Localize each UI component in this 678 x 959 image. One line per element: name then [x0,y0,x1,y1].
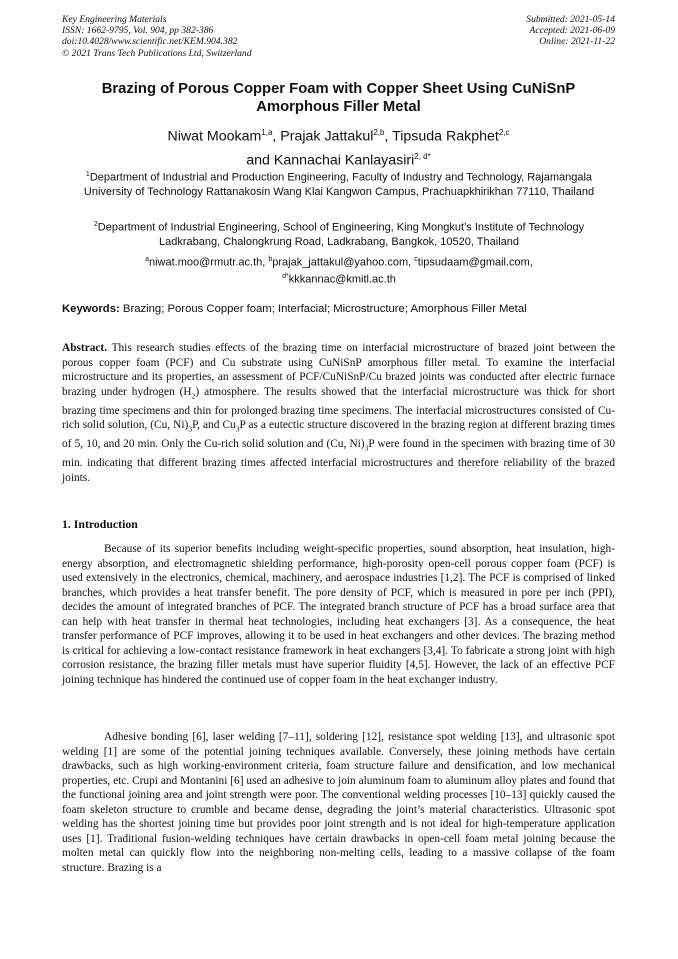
copyright-line: © 2021 Trans Tech Publications Ltd, Switzerland [62,47,252,59]
keywords-text: Brazing; Porous Copper foam; Interfacial; Microstructure; Amorphous Filler Metal [119,303,527,315]
section-heading-introduction: 1. Introduction [62,517,138,531]
author-4: and Kannachai Kanlayasiri [246,152,415,169]
abstract-sub-3b: 3 [235,424,240,434]
abstract [62,341,615,485]
keywords-label: Keywords: [62,303,120,315]
title-line-2: Amorphous Filler Metal [256,99,421,115]
affiliation-1-text: Department of Industrial and Production Engineering, Faculty of Industry and Technology, Rajamangala University of Technology Rattanakosin Wang Klai Kangwon Campus, Prachuapkhirikhan 77110, Thailand [83,171,595,199]
affiliation-1-sup: 1 [85,171,90,178]
email-b-sup: b [268,256,273,263]
email-c-sup: c [414,256,418,263]
email-d[interactable]: kkkannac@kmitl.ac.th [288,273,396,286]
affiliation-1 [80,168,598,199]
abstract-text-2: ) atmosphere. The results showed that the interfacial microstructure was thick for short brazing time specimens and thin for prolonged brazing time specimens. The interfacial microstructures consisted of Cu-rich solid solution, (Cu, Ni) [62,385,615,432]
author-list [62,123,615,170]
paragraph-1: Because of its superior benefits including weight-specific properties, sound absorption, heat insulation, high-energy absorption, and electromagnetic shielding performance, high-porosity open-cell porous copper foam (PCF) is used extensively in the electronics, chemical, machinery, and aerospace industries [1,2]. The PCF is comprised of linked branches, which provides a heat transfer benefit. The pore density of PCF, which is measured in pore per inch (PPI), decides the amount of integrated branches of PCF. The integrated branch structure of PCF has a broad surface area that can help with heat transfer in thermal heat technologies, including heat exchangers [3]. As a consequence, the heat transfer performance of PCF improves, allowing it to be used in heat exchangers and other devices. The brazing method is critical for achieving a low-contact resistance framework in heat exchangers [3,4]. To fabricate a strong joint with high corrosion resistance, the brazing filler metals must have superior fluidity [4,5]. However, the lack of an effective PCF joining technique has hindered the continued use of copper foam in the heat exchanger industry. [62,543,615,686]
email-b[interactable]: prajak_jattakul@yahoo.com, [272,256,415,269]
affiliation-2-text: Department of Industrial Engineering, School of Engineering, King Mongkut’s Institute of Technology Ladkrabang, Chalongkrung Road, Ladkrabang, Bangkok, 10520, Thailand [97,221,585,249]
author-2-sup: 2,b [373,128,385,137]
issn-line: ISSN: 1662-9795, Vol. 904, pp 382-386 [62,25,214,37]
author-emails [80,253,598,287]
email-a-sup: a [145,256,149,263]
paragraph-2: Adhesive bonding [6], laser welding [7–11], soldering [12], resistance spot welding [13], and ultrasonic spot welding [1] are some of the potential joining techniques available. Conversely, these joining methods have certain drawbacks, such as high working-environment criteria, foam structure failure and densification, and low mechanical properties, etc. Crupi and Montanini [6] used an adhesive to join aluminum foam to aluminum alloy plates and found that the functional joining area and joint strength were poor. The conventional welding processes [10–13] quickly caused the foam skeleton structure to crumble and became dense, degrading the joint’s material characteristics. Ultrasonic spot welding has the shortest joining time but provides poor joint strength and is not ideal for high-temperature application uses [1]. Traditional fusion-welding techniques have certain drawbacks in open-cell foam metal joining because the molten metal can quickly flow into the neighboring non-melting cells, leading to a massive collapse of the foam structure. Brazing is a [62,731,615,874]
abstract-text-4: P as a eutectic structure discovered in the brazing region at different brazing times of 5, 10, and 20 min. Only the Cu-rich solid solution and (Cu, Ni) [62,419,615,451]
abstract-text-1: This research studies effects of the brazing time on interfacial microstructure of brazed joint between the porous copper foam (PCF) and Cu substrate using CuNiSnP amorphous filler metal. To examine the interfacial microstructure and its properties, an assessment of PCF/CuNiSnP/Cu brazed joints was conducted after electric furnace brazing under hydrogen (H [62,342,615,398]
abstract-sub-h2: 2 [191,391,196,401]
abstract-sub-3a: 3 [188,424,193,434]
author-4-sup: 2, d* [414,151,431,161]
keywords [62,302,615,316]
author-2: , Prajak Jattakul [272,128,374,145]
affiliation-2-sup: 2 [93,221,98,228]
journal-info [62,14,392,59]
title-line-1: Brazing of Porous Copper Foam with Copper Sheet Using CuNiSnP [101,81,576,97]
journal-name: Key Engineering Materials [62,14,167,25]
submitted-date: Submitted: 2021-05-14 [526,14,615,25]
abstract-text-5: P were found in the specimen with brazing time of 30 min. indicating that different brazing times affected interfacial microstructures and therefore reliability of the brazed joints. [62,438,615,484]
paper-title [62,80,615,116]
online-date: Online: 2021-11-22 [539,36,615,48]
accepted-date: Accepted: 2021-06-09 [529,25,615,37]
email-d-sup: d* [282,273,289,281]
author-3: , Tipsuda Rakphet [384,128,499,145]
abstract-label: Abstract. [62,342,108,354]
author-1: Niwat Mookam [167,128,262,145]
email-c[interactable]: tipsudaam@gmail.com, [417,256,533,269]
abstract-text-3: P, and Cu [192,419,236,432]
dates-info [385,14,615,48]
author-1-sup: 1,a [261,128,273,137]
author-3-sup: 2,c [498,128,510,137]
affiliation-2 [80,218,598,249]
doi-line: doi:10.4028/www.scientific.net/KEM.904.382 [62,36,238,48]
abstract-sub-3c: 3 [364,443,369,453]
email-a[interactable]: niwat.moo@rmutr.ac.th, [148,256,269,269]
